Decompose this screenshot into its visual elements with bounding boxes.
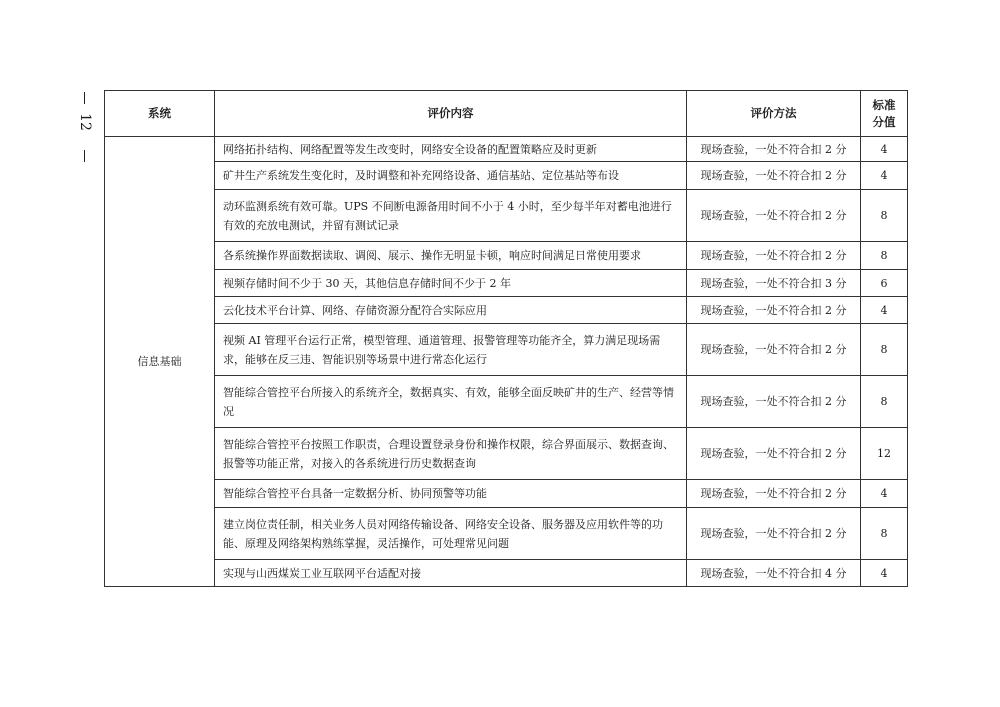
system-cell: 信息基础 — [105, 137, 215, 587]
content-cell: 智能综合管控平台所接入的系统齐全，数据真实、有效，能够全面反映矿井的生产、经营等情况 — [215, 376, 687, 428]
header-score-line2: 分值 — [872, 114, 896, 129]
table-row — [105, 137, 908, 162]
header-method: 评价方法 — [687, 91, 861, 137]
content-cell: 矿井生产系统发生变化时，及时调整和补充网络设备、通信基站、定位基站等布设 — [215, 162, 687, 190]
score-cell: 4 — [861, 297, 908, 324]
content-cell: 各系统操作界面数据读取、调阅、展示、操作无明显卡顿，响应时间满足日常使用要求 — [215, 242, 687, 270]
header-system: 系统 — [105, 91, 215, 137]
method-cell: 现场查验，一处不符合扣 2 分 — [687, 190, 861, 242]
page-number-dash-top — [84, 92, 85, 104]
score-cell: 4 — [861, 162, 908, 190]
score-cell: 4 — [861, 480, 908, 508]
evaluation-table — [104, 90, 908, 587]
table-row — [105, 560, 908, 587]
table-row — [105, 480, 908, 508]
method-cell: 现场查验，一处不符合扣 2 分 — [687, 376, 861, 428]
table-row — [105, 324, 908, 376]
header-row — [105, 91, 908, 137]
header-content: 评价内容 — [215, 91, 687, 137]
content-cell: 智能综合管控平台按照工作职责，合理设置登录身份和操作权限，综合界面展示、数据查询、报警等功能正常，对接入的各系统进行历史数据查询 — [215, 428, 687, 480]
score-cell: 4 — [861, 560, 908, 587]
score-cell: 4 — [861, 137, 908, 162]
method-cell: 现场查验，一处不符合扣 2 分 — [687, 324, 861, 376]
header-score — [861, 91, 908, 137]
table-row — [105, 242, 908, 270]
score-cell: 8 — [861, 376, 908, 428]
method-cell: 现场查验，一处不符合扣 2 分 — [687, 242, 861, 270]
content-cell: 动环监测系统有效可靠。UPS 不间断电源备用时间不小于 4 小时，至少每半年对蓄电池进行有效的充放电测试，并留有测试记录 — [215, 190, 687, 242]
method-cell: 现场查验，一处不符合扣 2 分 — [687, 162, 861, 190]
table-row — [105, 270, 908, 297]
header-score-line1: 标准 — [872, 97, 896, 112]
page-number-text: 12 — [77, 113, 93, 131]
content-cell: 实现与山西煤炭工业互联网平台适配对接 — [215, 560, 687, 587]
method-cell: 现场查验，一处不符合扣 4 分 — [687, 560, 861, 587]
method-cell: 现场查验，一处不符合扣 2 分 — [687, 137, 861, 162]
table-row — [105, 376, 908, 428]
table-row — [105, 428, 908, 480]
content-cell: 网络拓扑结构、网络配置等发生改变时，网络安全设备的配置策略应及时更新 — [215, 137, 687, 162]
content-cell: 建立岗位责任制，相关业务人员对网络传输设备、网络安全设备、服务器及应用软件等的功能、原理及网络架构熟练掌握，灵活操作，可处理常见问题 — [215, 508, 687, 560]
page-number-dash-bottom — [84, 150, 85, 162]
method-cell: 现场查验，一处不符合扣 2 分 — [687, 480, 861, 508]
score-cell: 6 — [861, 270, 908, 297]
method-cell: 现场查验，一处不符合扣 2 分 — [687, 508, 861, 560]
table-header — [105, 91, 908, 137]
score-cell: 12 — [861, 428, 908, 480]
table-row — [105, 162, 908, 190]
score-cell: 8 — [861, 508, 908, 560]
score-cell: 8 — [861, 190, 908, 242]
content-cell: 云化技术平台计算、网络、存储资源分配符合实际应用 — [215, 297, 687, 324]
content-cell: 视频 AI 管理平台运行正常，模型管理、通道管理、报警管理等功能齐全，算力满足现场需求，能够在反三违、智能识别等场景中进行常态化运行 — [215, 324, 687, 376]
score-cell: 8 — [861, 242, 908, 270]
method-cell: 现场查验，一处不符合扣 2 分 — [687, 297, 861, 324]
table-row — [105, 190, 908, 242]
score-cell: 8 — [861, 324, 908, 376]
table-row — [105, 508, 908, 560]
content-cell: 智能综合管控平台具备一定数据分析、协同预警等功能 — [215, 480, 687, 508]
table-body — [105, 137, 908, 587]
method-cell: 现场查验，一处不符合扣 2 分 — [687, 428, 861, 480]
page-number — [70, 92, 100, 162]
table-row — [105, 297, 908, 324]
method-cell: 现场查验，一处不符合扣 3 分 — [687, 270, 861, 297]
content-cell: 视频存储时间不少于 30 天，其他信息存储时间不少于 2 年 — [215, 270, 687, 297]
